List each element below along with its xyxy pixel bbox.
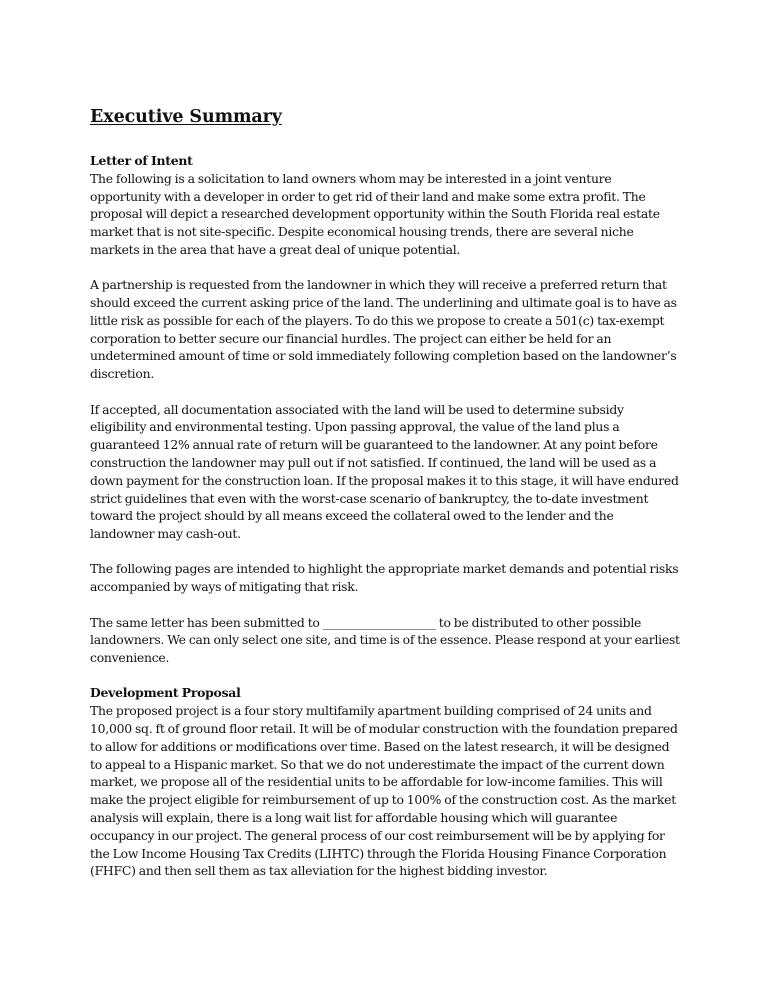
paragraph: A partnership is requested from the landowner in which they will receive a preferred return that should exceed the current asking price of the land. The underlining and ultimate goal is to have as little risk as possible for each of the players. To do this we propose to create a 501(c) tax-exempt corporation to better secure our financial hurdles. The project can either be held for an undetermined amount of time or sold immediately following completion based on the landowner’s discretion. (90, 277, 677, 382)
paragraph: The following pages are intended to highlight the appropriate market demands and potential risks accompanied by ways of mitigating that risk. (90, 561, 679, 595)
paragraph: The same letter has been submitted to ___________________ to be distributed to other possible landowners. We can only select one site, and time is of the essence. Please respond at your earliest convenience. (90, 614, 680, 666)
paragraph: The proposed project is a four story multifamily apartment building comprised of 24 units and 10,000 sq. ft of ground floor retail. It will be of modular construction with the foundation prepared to allow for additions or modifications over time. Based on the latest research, it will be designed to appeal to a Hispanic market. So that we do not underestimate the impact of the current down market, we propose all of the residential units to be affordable for low-income families. This will make the project eligible for reimbursement of up to 100% of the construction cost. As the market analysis will explain, there is a long wait list for affordable housing which will guarantee occupancy in our project. The general process of our cost reimbursement will be by applying for the Low Income Housing Tax Credits (LIHTC) through the Florida Housing Finance Corporation (FHFC) and then sell them as tax alleviation for the highest bidding investor. (90, 703, 678, 879)
document-title: Executive Summary (90, 107, 282, 127)
paragraph: If accepted, all documentation associated with the land will be used to determine subsidy eligibility and environmental testing. Upon passing approval, the value of the land plus a guaranteed 12% annual rate of return will be guaranteed to the landowner. At any point before construction the landowner may pull out if not satisfied. If continued, the land will be used as a down payment for the construction loan. If the proposal makes it to this stage, it will have endured strict guidelines that even with the worst-case scenario of bankruptcy, the to-date investment toward the project should by all means exceed the collateral owed to the lender and the landowner may cash-out. (90, 401, 679, 542)
section-heading-development-proposal: Development Proposal (90, 685, 241, 701)
section-letter-of-intent (90, 152, 680, 667)
section-development-proposal (90, 684, 680, 880)
document-page (90, 104, 680, 880)
paragraph: The following is a solicitation to land owners whom may be interested in a joint venture opportunity with a developer in order to get rid of their land and make some extra profit. The proposal will depict a researched development opportunity within the South Florida real estate market that is not site-specific. Despite economical housing trends, there are several niche markets in the area that have a great deal of unique potential. (90, 170, 660, 257)
section-heading-letter-of-intent: Letter of Intent (90, 153, 193, 168)
